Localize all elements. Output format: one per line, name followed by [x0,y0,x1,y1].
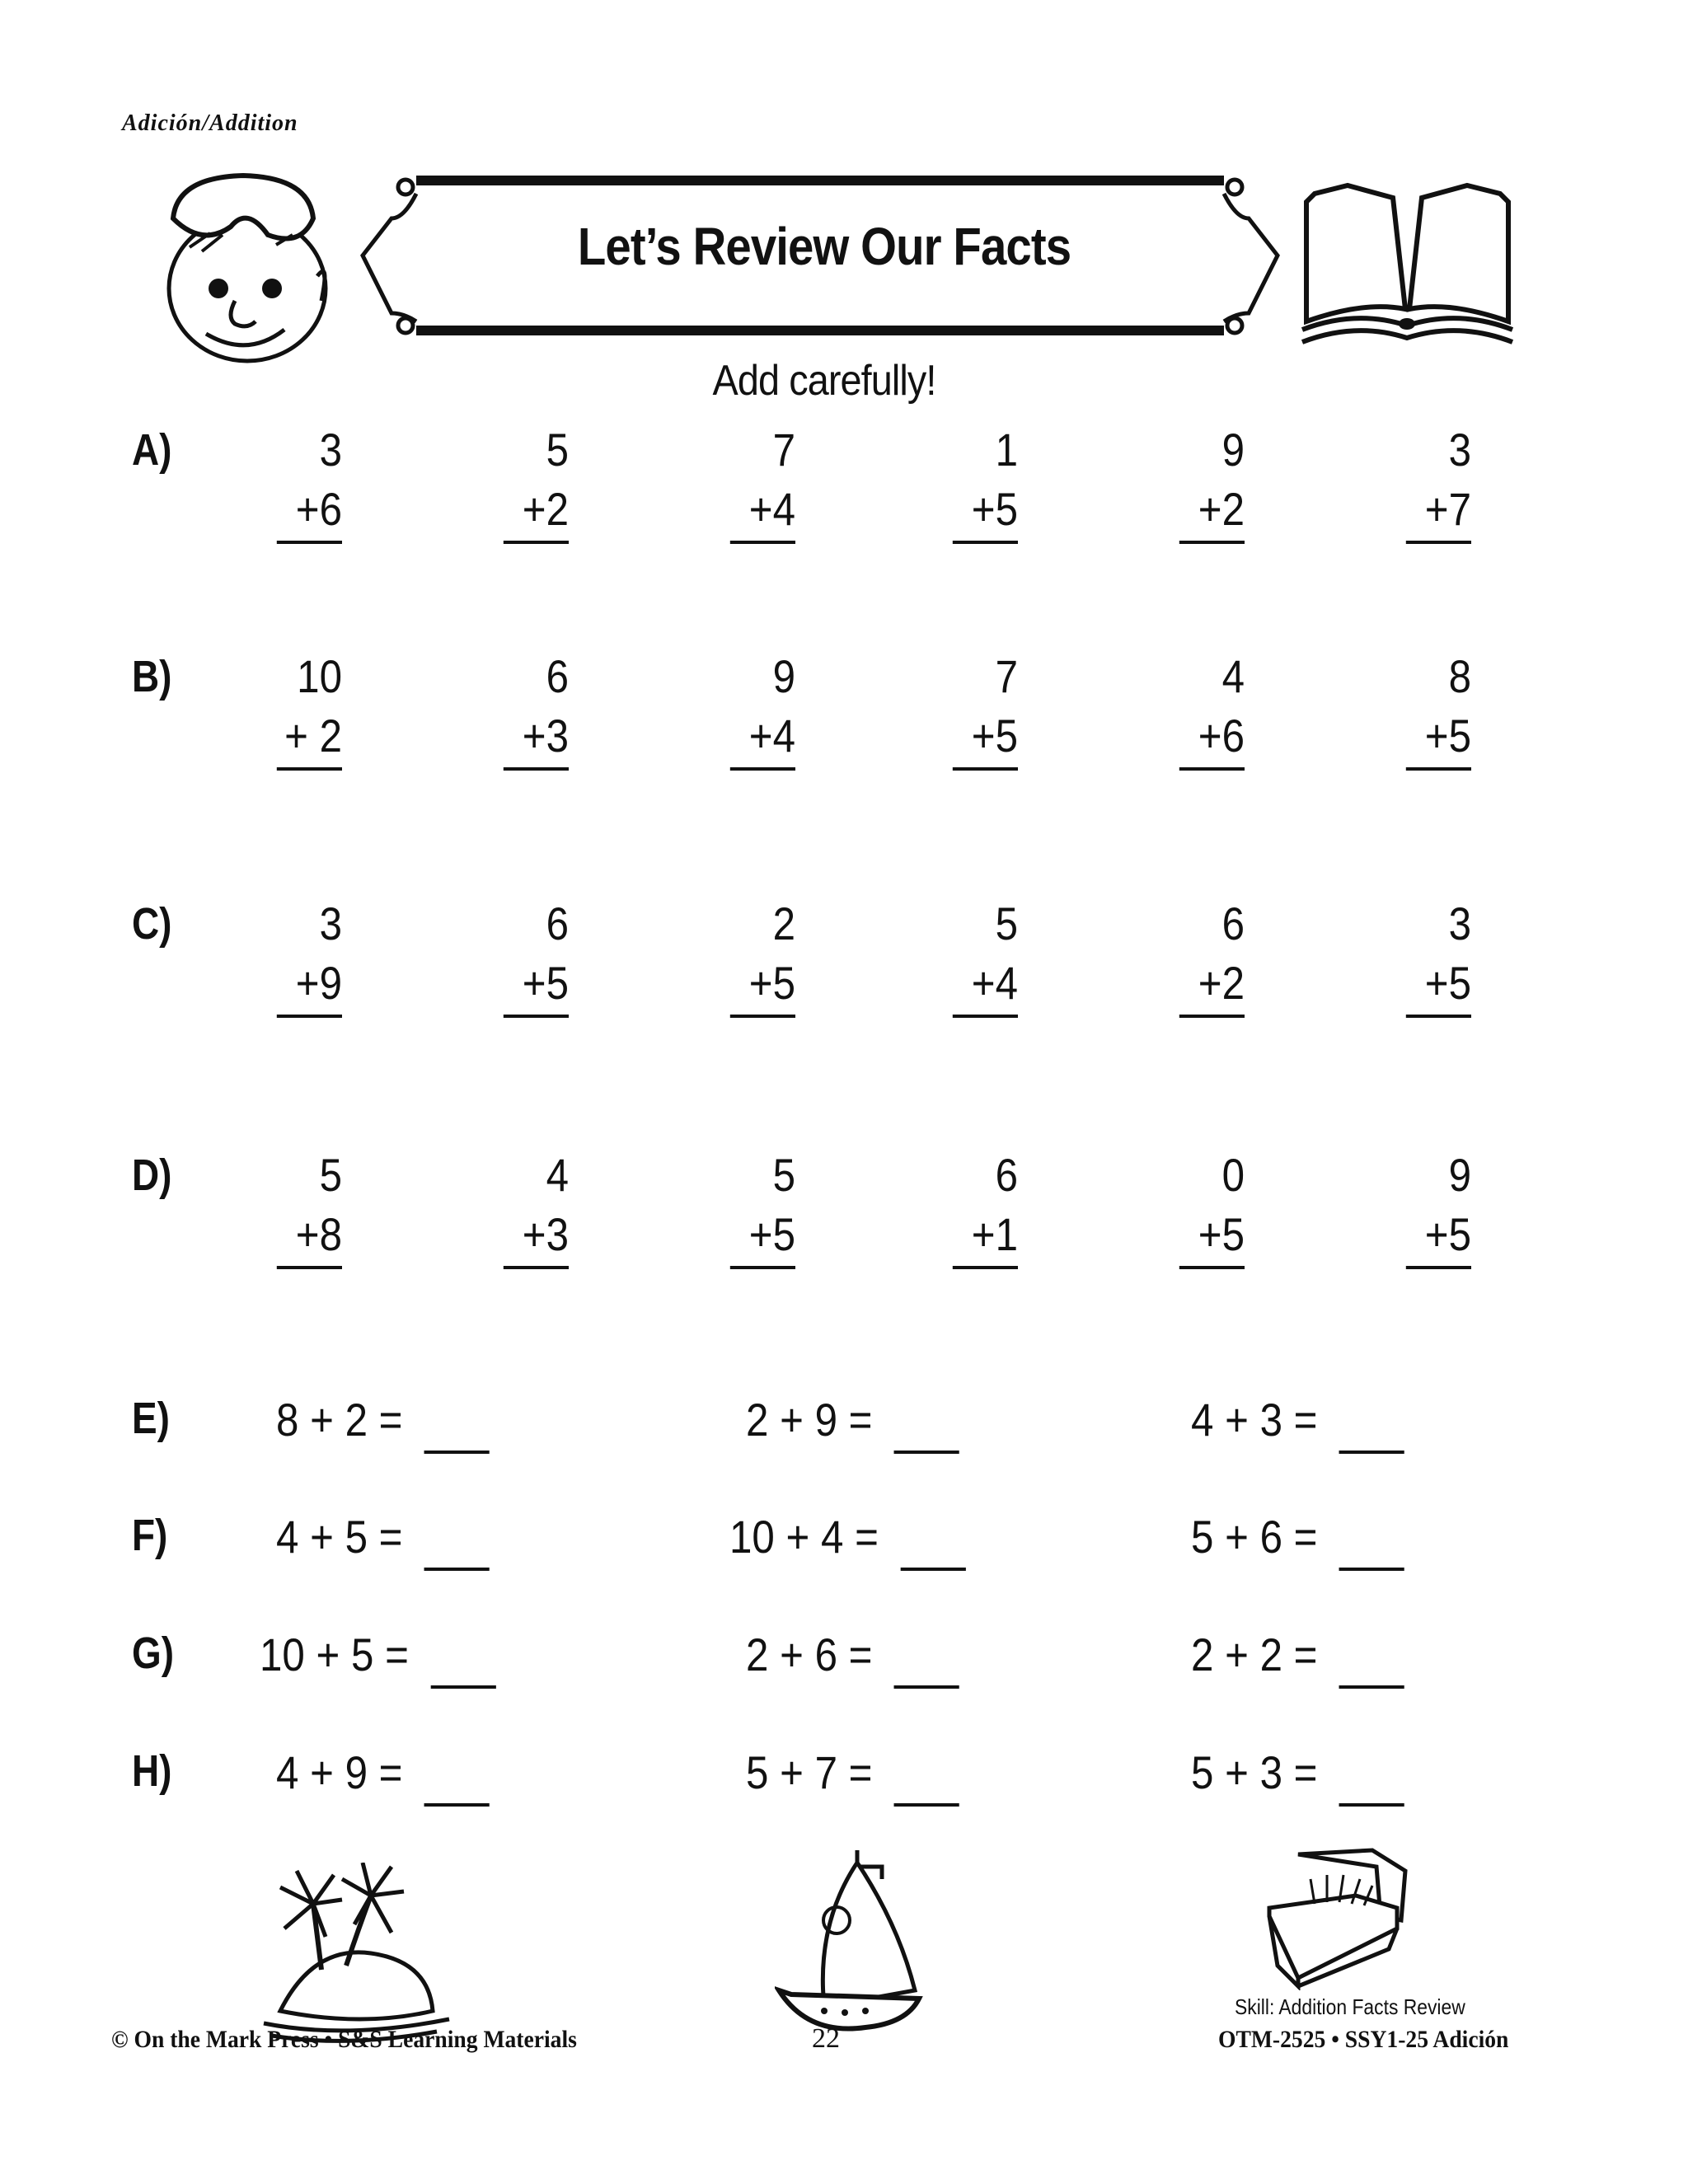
addend-top: 1 [995,424,1018,476]
answer-blank[interactable] [1339,1559,1404,1571]
addend-top: 9 [1221,424,1245,476]
vertical-addition-problem [481,647,569,771]
addend-top: 9 [772,650,795,702]
addend-bottom-with-answer-line[interactable]: +4 [730,480,795,544]
sailboat-icon [775,1842,923,2036]
addend-bottom-with-answer-line[interactable]: +5 [1179,1205,1245,1269]
equation: 4 + 9 = [276,1746,403,1798]
addend-top: 5 [319,1149,342,1201]
vertical-addition-problem [481,1146,569,1269]
addend-bottom-with-answer-line[interactable]: +6 [277,480,342,544]
addend-bottom-with-answer-line[interactable]: +4 [730,706,795,771]
vertical-addition-problem [931,1146,1018,1269]
vertical-addition-problem [708,420,795,544]
vertical-addition-problem [931,894,1018,1018]
addend-bottom-with-answer-line[interactable]: +5 [1406,1205,1471,1269]
vertical-addition-problem [1157,647,1245,771]
addend-bottom-with-answer-line[interactable]: +3 [504,706,569,771]
boy-with-goggles-icon [152,169,342,367]
addend-bottom-with-answer-line[interactable]: + 2 [277,706,342,771]
vertical-addition-problem [1157,420,1245,544]
horizontal-addition-problem [1191,1746,1404,1807]
horizontal-addition-problem [260,1628,495,1689]
horizontal-addition-problem [746,1628,959,1689]
vertical-addition-problem [1157,1146,1245,1269]
addend-top: 7 [995,650,1018,702]
answer-blank[interactable] [894,1795,959,1807]
answer-blank[interactable] [424,1559,490,1571]
addend-bottom-with-answer-line[interactable]: +5 [953,706,1018,771]
addend-top: 3 [1448,898,1471,949]
addend-top: 3 [1448,424,1471,476]
horizontal-addition-problem [729,1510,965,1571]
vertical-addition-problem [1384,647,1471,771]
vertical-addition-problem [1384,420,1471,544]
vertical-addition-problem [481,420,569,544]
horizontal-addition-problem [276,1510,490,1571]
addend-bottom-with-answer-line[interactable]: +7 [1406,480,1471,544]
vertical-addition-problem [1384,1146,1471,1269]
answer-blank[interactable] [1339,1442,1404,1454]
row-label: D) [132,1151,172,1200]
addend-bottom-with-answer-line[interactable]: +2 [1179,480,1245,544]
horizontal-addition-problem [276,1746,490,1807]
answer-blank[interactable] [1339,1795,1404,1807]
copyright-text: © On the Mark Press • S&S Learning Materials [111,2026,577,2053]
addend-bottom-with-answer-line[interactable]: +2 [504,480,569,544]
addend-top: 6 [995,1149,1018,1201]
treasure-chest-icon [1265,1846,1418,1990]
vertical-addition-problem [255,894,342,1018]
addend-bottom-with-answer-line[interactable]: +5 [730,954,795,1018]
horizontal-addition-problem [746,1393,959,1454]
palm-island-icon [247,1863,470,2044]
answer-blank[interactable] [430,1677,495,1689]
addend-top: 5 [995,898,1018,949]
horizontal-addition-problem [1191,1628,1404,1689]
addend-top: 7 [772,424,795,476]
addend-top: 3 [319,424,342,476]
answer-blank[interactable] [894,1677,959,1689]
equation: 4 + 5 = [276,1511,403,1563]
addend-bottom-with-answer-line[interactable]: +5 [730,1205,795,1269]
vertical-addition-problem [481,894,569,1018]
section-label: Adición/Addition [122,110,298,136]
addend-top: 6 [546,650,569,702]
vertical-addition-problem [708,647,795,771]
addend-top: 0 [1221,1149,1245,1201]
addend-bottom-with-answer-line[interactable]: +3 [504,1205,569,1269]
row-label: A) [132,425,172,475]
row-label: F) [132,1511,168,1560]
page-title: Let’s Review Our Facts [577,217,1071,276]
addend-bottom-with-answer-line[interactable]: +9 [277,954,342,1018]
vertical-addition-problem [931,420,1018,544]
row-label: B) [132,652,172,701]
addend-bottom-with-answer-line[interactable]: +5 [504,954,569,1018]
vertical-addition-problem [255,647,342,771]
vertical-addition-problem [708,1146,795,1269]
vertical-addition-problem [1157,894,1245,1018]
vertical-addition-problem [255,1146,342,1269]
answer-blank[interactable] [1339,1677,1404,1689]
horizontal-addition-problem [1191,1510,1404,1571]
addend-top: 2 [772,898,795,949]
addend-top: 5 [546,424,569,476]
equation: 2 + 9 = [746,1394,873,1446]
answer-blank[interactable] [424,1795,490,1807]
equation: 10 + 4 = [729,1511,879,1563]
addend-top: 8 [1448,650,1471,702]
row-label: G) [132,1629,174,1678]
equation: 8 + 2 = [276,1394,403,1446]
addend-top: 4 [546,1149,569,1201]
addend-top: 10 [297,650,342,702]
row-label: C) [132,899,172,949]
instructions: Add carefully! [712,357,936,405]
equation: 2 + 2 = [1191,1629,1318,1680]
open-book-icon [1298,177,1517,350]
addend-top: 5 [772,1149,795,1201]
equation: 5 + 7 = [746,1746,873,1798]
vertical-addition-problem [931,647,1018,771]
addend-bottom-with-answer-line[interactable]: +5 [953,480,1018,544]
addend-top: 9 [1448,1149,1471,1201]
skill-label: Skill: Addition Facts Review [1235,1994,1465,2019]
addend-bottom-with-answer-line[interactable]: +5 [1406,954,1471,1018]
addend-top: 6 [1221,898,1245,949]
addend-bottom-with-answer-line[interactable]: +1 [953,1205,1018,1269]
answer-blank[interactable] [900,1559,965,1571]
row-label: H) [132,1746,172,1796]
answer-blank[interactable] [894,1442,959,1454]
equation: 4 + 3 = [1191,1394,1318,1446]
product-code: OTM-2525 • SSY1-25 Adición [1218,2026,1509,2053]
addend-bottom-with-answer-line[interactable]: +6 [1179,706,1245,771]
vertical-addition-problem [255,420,342,544]
horizontal-addition-problem [276,1393,490,1454]
addend-top: 4 [1221,650,1245,702]
equation: 2 + 6 = [746,1629,873,1680]
equation: 5 + 3 = [1191,1746,1318,1798]
page-number: 22 [812,2023,840,2054]
addend-top: 3 [319,898,342,949]
horizontal-addition-problem [1191,1393,1404,1454]
addend-top: 6 [546,898,569,949]
equation: 10 + 5 = [260,1629,409,1680]
addend-bottom-with-answer-line[interactable]: +8 [277,1205,342,1269]
addend-bottom-with-answer-line[interactable]: +4 [953,954,1018,1018]
row-label: E) [132,1394,170,1443]
addend-bottom-with-answer-line[interactable]: +5 [1406,706,1471,771]
answer-blank[interactable] [424,1442,490,1454]
horizontal-addition-problem [746,1746,959,1807]
vertical-addition-problem [1384,894,1471,1018]
vertical-addition-problem [708,894,795,1018]
addend-bottom-with-answer-line[interactable]: +2 [1179,954,1245,1018]
equation: 5 + 6 = [1191,1511,1318,1563]
